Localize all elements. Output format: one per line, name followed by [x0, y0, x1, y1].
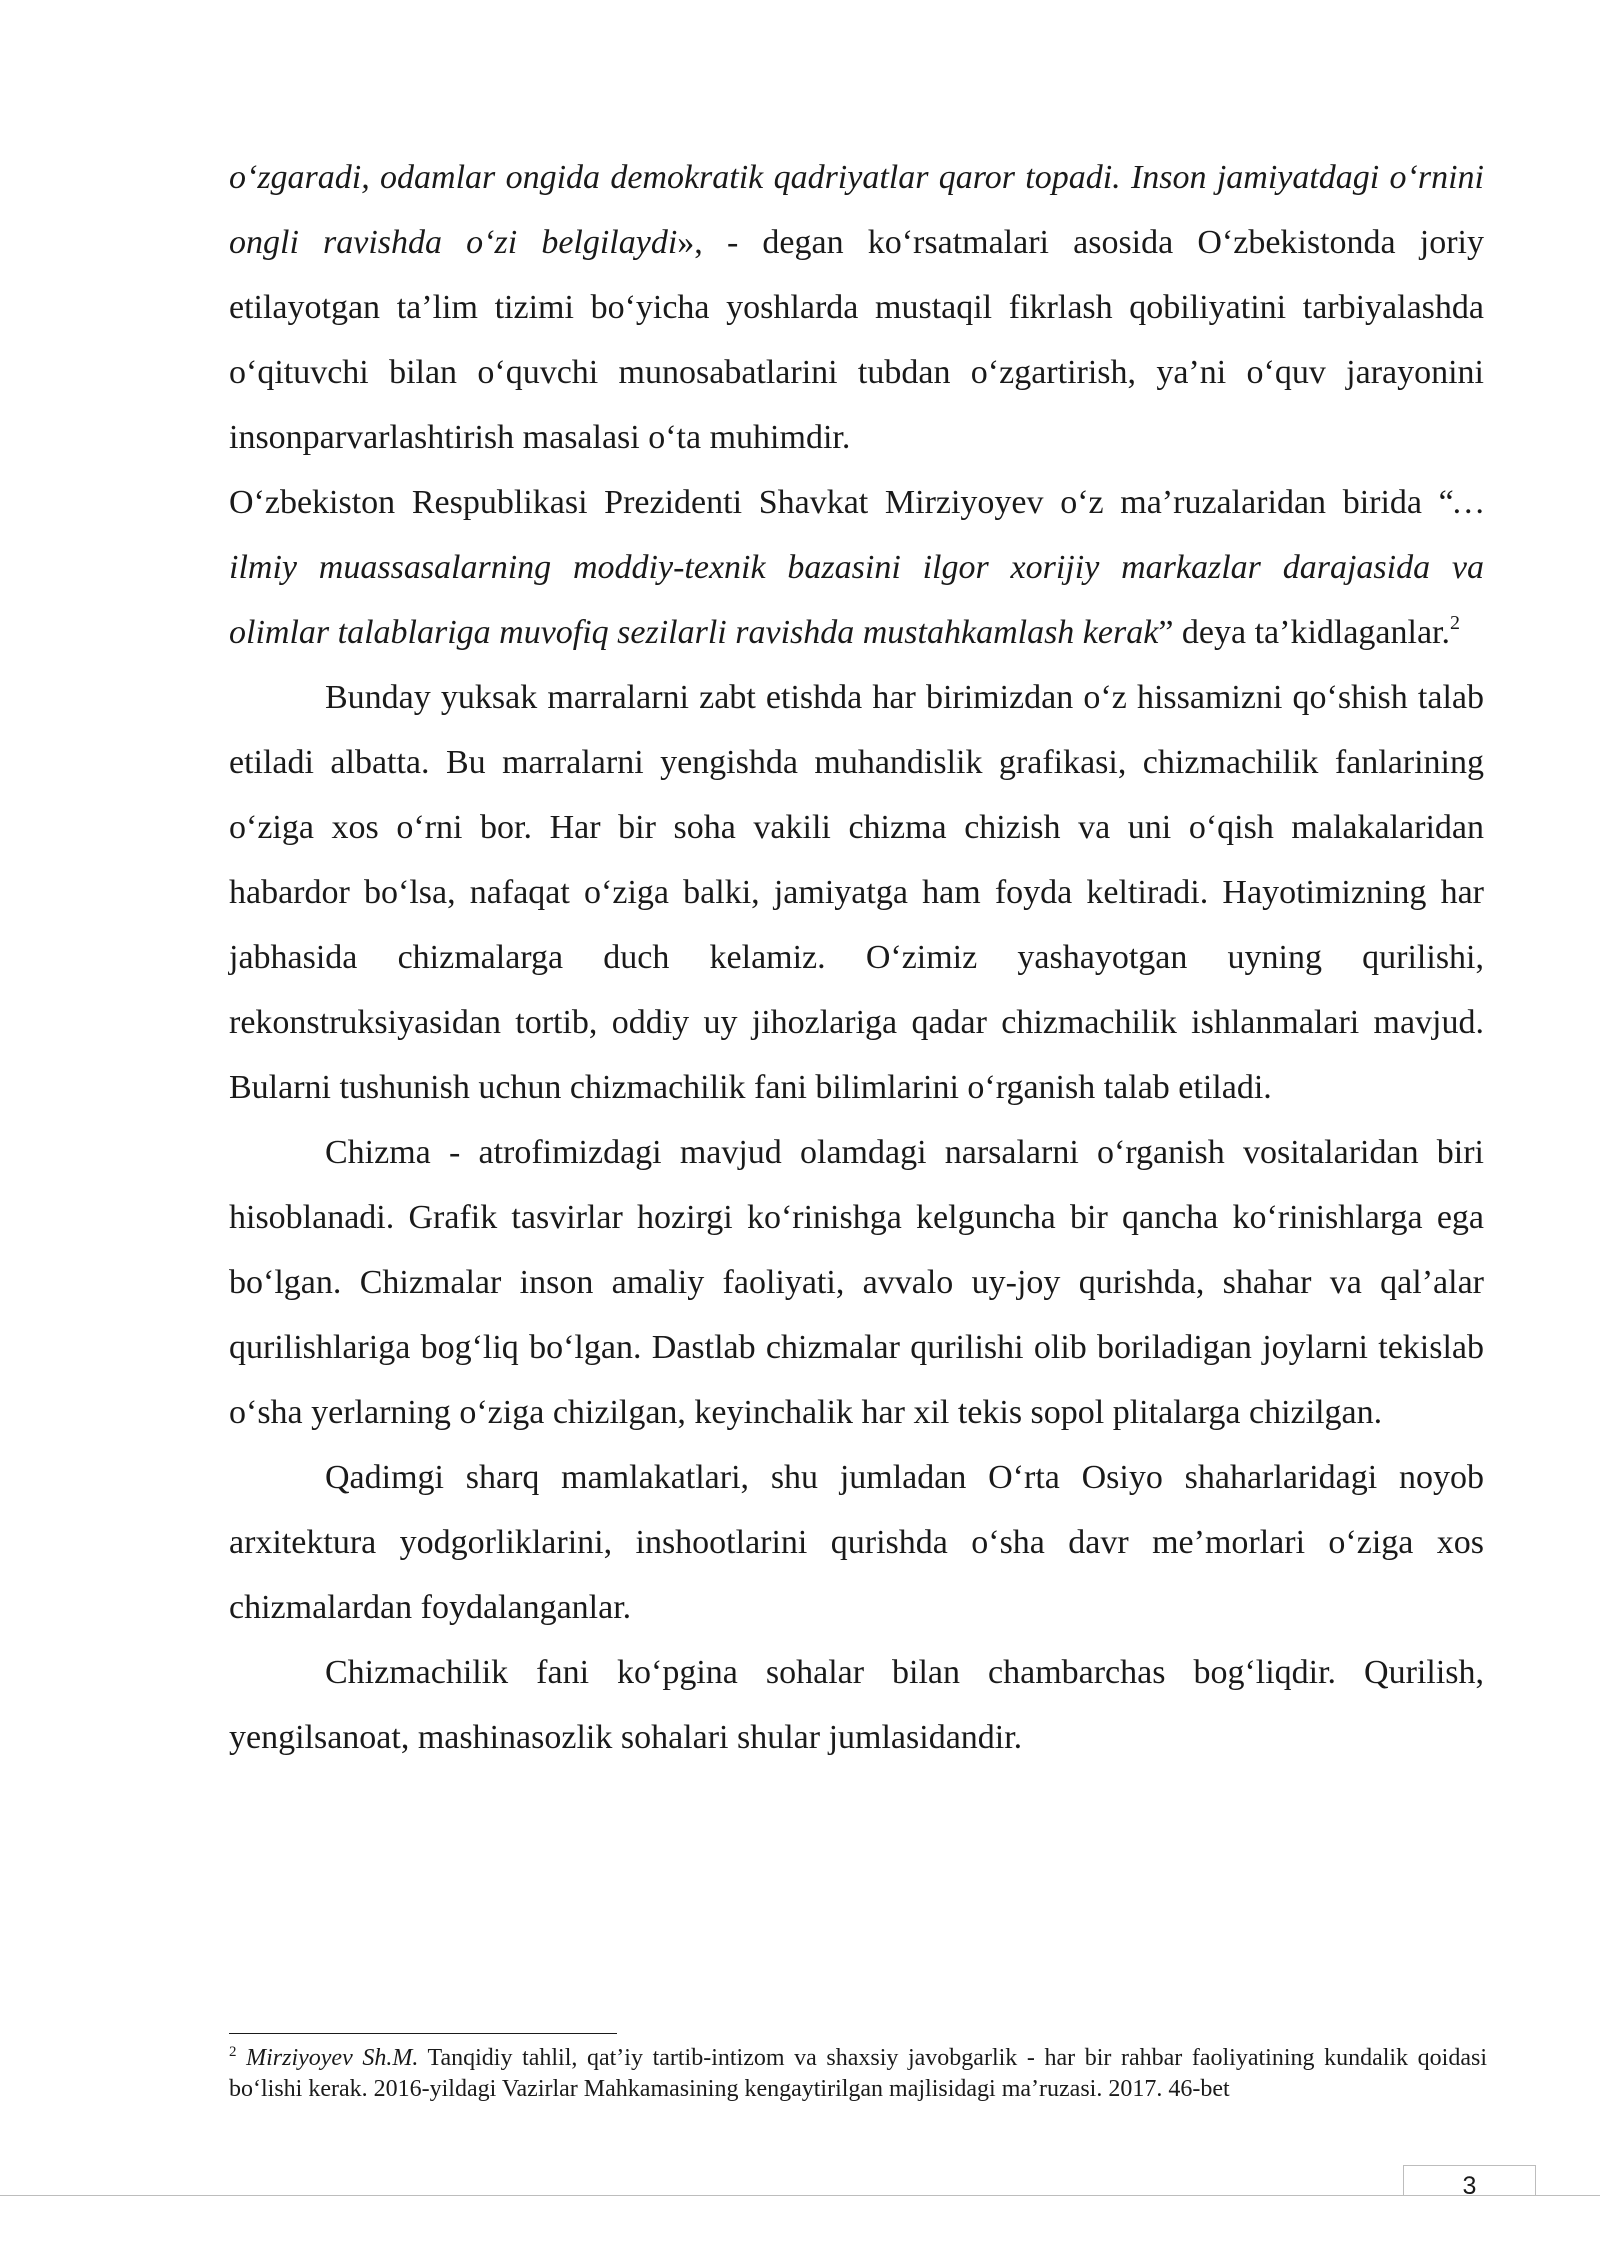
footnote-author: Mirziyoyev Sh.M. [246, 2045, 419, 2071]
quote-italic: o‘zgaradi, odamlar ongida demokratik qadriyatlar qaror topadi. Inson jamiyatdagi o‘rnini ongli ravishda o‘zi belgilaydi [229, 159, 1484, 261]
footnote-separator [229, 2033, 617, 2034]
paragraph-1 [229, 145, 1484, 470]
footnote [229, 2043, 1487, 2105]
quote-italic: …ilmiy muassasalarning moddiy-texnik bazasini ilgor xorijiy markazlar darajasida va olimlar talablariga muvofiq sezilarli ravishda mustahkamlash kerak [229, 484, 1484, 651]
paragraph-4: Chizma - atrofimizdagi mavjud olamdagi narsalarni o‘rganish vositalaridan biri hisoblanadi. Grafik tasvirlar hozirgi ko‘rinishga kelguncha bir qancha ko‘rinishlarga ega bo‘lgan. Chizmalar inson amaliy faoliyati, avvalo uy-joy qurishda, shahar va qal’alar qurilishlariga bog‘liq bo‘lgan. Dastlab chizmalar qurilishi olib boriladigan joylarni tekislab o‘sha yerlarning o‘ziga chizilgan, keyinchalik har xil tekis sopol plitalarga chizilgan. [229, 1134, 1484, 1431]
paragraph-text: O‘zbekiston Respublikasi Prezidenti Shavkat Mirziyoyev o‘z ma’ruzalaridan birida “ [229, 484, 1454, 521]
footer-rule [0, 2195, 1600, 2196]
paragraph-5: Qadimgi sharq mamlakatlari, shu jumladan O‘rta Osiyo shaharlaridagi noyob arxitektura yodgorliklarini, inshootlarini qurishda o‘sha davr me’morlari o‘ziga xos chizmalardan foydalanganlar. [229, 1459, 1484, 1626]
paragraph-text: », - degan ko‘rsatmalari asosida O‘zbekistonda joriy etilayotgan ta’lim tizimi bo‘yicha yoshlarda mustaqil fikrlash qobiliyatini tarbiyalashda o‘qituvchi bilan o‘quvchi munosabatlarini tubdan o‘zgartirish, ya’ni o‘quv jarayonini insonparvarlashtirish masalasi o‘ta muhimdir. [229, 224, 1484, 456]
footnote-marker: 2 [229, 2044, 237, 2060]
footnote-reference[interactable]: 2 [1450, 612, 1461, 634]
paragraph-3: Bunday yuksak marralarni zabt etishda har birimizdan o‘z hissamizni qo‘shish talab etiladi albatta. Bu marralarni yengishda muhandislik grafikasi, chizmachilik fanlarining o‘ziga xos o‘rni bor. Har bir soha vakili chizma chizish va uni o‘qish malakalaridan habardor bo‘lsa, nafaqat o‘ziga balki, jamiyatga ham foyda keltiradi. Hayotimizning har jabhasida chizmalarga duch kelamiz. O‘zimiz yashayotgan uyning qurilishi, rekonstruksiyasidan tortib, oddiy uy jihozlariga qadar chizmachilik ishlanmalari mavjud. Bularni tushunish uchun chizmachilik fani bilimlarini o‘rganish talab etiladi. [229, 679, 1484, 1106]
paragraph-6: Chizmachilik fani ko‘pgina sohalar bilan chambarchas bog‘liqdir. Qurilish, yengilsanoat, mashinasozlik sohalari shular jumlasidandir. [229, 1654, 1484, 1756]
main-text [229, 145, 1484, 1770]
paragraph-text: ” deya ta’kidlaganlar. [1158, 614, 1451, 651]
paragraph-2 [229, 470, 1484, 665]
footnote-text: Tanqidiy tahlil, qat’iy tartib-intizom va shaxsiy javobgarlik - har bir rahbar faoliyatining kundalik qoidasi bo‘lishi kerak. 2016-yildagi Vazirlar Mahkamasining kengaytirilgan majlisidagi ma’ruzasi. 2017. 46-bet [229, 2045, 1488, 2102]
page-number: 3 [1462, 2172, 1477, 2200]
